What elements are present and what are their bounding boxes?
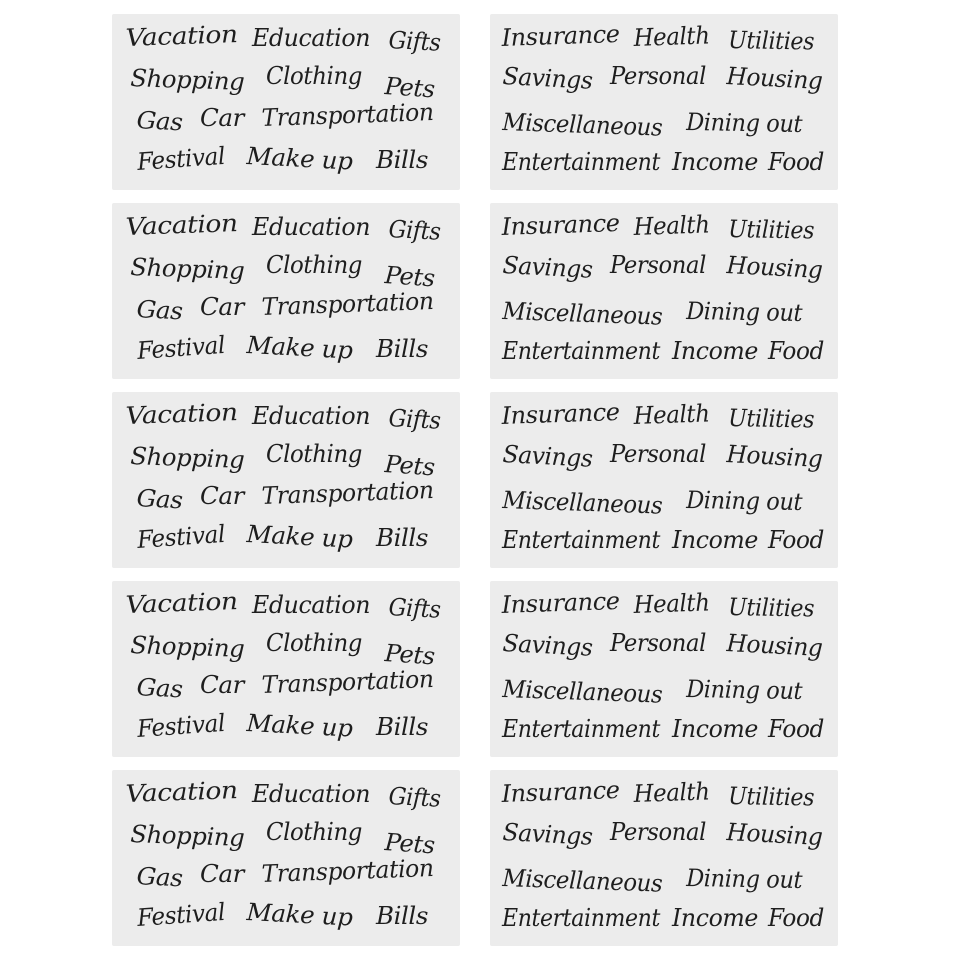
sticker-word: Pets (383, 261, 436, 293)
sticker-word: Gifts (387, 404, 442, 435)
sticker-word: Pets (383, 828, 436, 860)
sticker-word: Food (768, 337, 824, 365)
sticker-word: Gas (135, 673, 184, 704)
sticker-word: Insurance (501, 775, 620, 808)
sticker-word: Gas (135, 862, 184, 893)
sticker-word: Personal (610, 629, 706, 657)
sticker-word: Gifts (387, 215, 442, 246)
sticker-word: Festival (136, 141, 226, 176)
sticker-word: Housing (725, 818, 824, 852)
sticker-word: Dining out (685, 486, 803, 517)
sticker-sheet-left (112, 203, 460, 379)
sticker-word: Pets (383, 72, 436, 104)
sticker-word: Food (768, 715, 824, 743)
sticker-word: Vacation (125, 587, 239, 619)
sticker-word: Insurance (501, 208, 620, 241)
sticker-word: Gas (135, 106, 184, 137)
sticker-word: Gas (135, 295, 184, 326)
sticker-word: Housing (725, 251, 824, 285)
sticker-word: Personal (610, 440, 706, 468)
sticker-word: Insurance (501, 397, 620, 430)
sticker-word: Health (633, 399, 711, 430)
sticker-word: Transportation (261, 665, 434, 699)
sticker-word: Utilities (727, 782, 815, 812)
sticker-word: Utilities (727, 215, 815, 245)
sticker-word: Miscellaneous (501, 675, 663, 709)
sticker-word: Bills (376, 902, 429, 930)
sticker-sheet-left (112, 14, 460, 190)
sticker-word: Personal (610, 62, 706, 90)
sticker-word: Entertainment (502, 148, 660, 176)
sticker-word: Dining out (685, 297, 803, 328)
sticker-word: Health (633, 210, 711, 241)
sticker-word: Entertainment (502, 715, 660, 743)
sticker-word: Clothing (266, 440, 363, 468)
sticker-sheet-right (490, 14, 838, 190)
sticker-word: Car (200, 671, 244, 699)
sticker-sheet-right (490, 770, 838, 946)
sticker-word: Make up (245, 331, 354, 365)
sticker-word: Bills (376, 713, 429, 741)
sticker-word: Entertainment (502, 526, 660, 554)
sticker-word: Make up (245, 520, 354, 554)
sticker-word: Housing (725, 440, 824, 474)
sticker-sheet-right (490, 392, 838, 568)
sticker-sheet-left (112, 581, 460, 757)
sticker-word: Gas (135, 484, 184, 515)
sticker-word: Vacation (125, 776, 239, 808)
sticker-word: Dining out (685, 108, 803, 139)
sticker-word: Income (672, 904, 758, 932)
sticker-word: Make up (245, 142, 354, 176)
sticker-word: Clothing (266, 818, 363, 846)
sticker-word: Gifts (387, 593, 442, 624)
sticker-word: Savings (501, 818, 594, 851)
sticker-word: Miscellaneous (501, 864, 663, 898)
sticker-word: Food (768, 904, 824, 932)
sticker-word: Shopping (129, 631, 245, 663)
sticker-word: Income (672, 715, 758, 743)
sticker-word: Personal (610, 251, 706, 279)
sticker-word: Savings (501, 629, 594, 662)
sticker-word: Income (672, 526, 758, 554)
sticker-word: Education (252, 24, 371, 52)
sticker-word: Savings (501, 251, 594, 284)
sticker-word: Car (200, 860, 244, 888)
sticker-word: Clothing (266, 251, 363, 279)
sticker-word: Vacation (125, 398, 239, 430)
sticker-word: Dining out (685, 675, 803, 706)
sticker-word: Car (200, 482, 244, 510)
sticker-sheet-grid (112, 14, 840, 946)
sticker-word: Food (768, 148, 824, 176)
sticker-word: Education (252, 780, 371, 808)
sticker-word: Clothing (266, 629, 363, 657)
sticker-word: Miscellaneous (501, 297, 663, 331)
sticker-word: Shopping (129, 820, 245, 852)
sticker-word: Transportation (261, 476, 434, 510)
sticker-word: Shopping (129, 442, 245, 474)
sticker-word: Utilities (727, 404, 815, 434)
sticker-word: Transportation (261, 287, 434, 321)
sticker-word: Entertainment (502, 904, 660, 932)
sticker-word: Festival (136, 519, 226, 554)
sticker-word: Housing (725, 629, 824, 663)
sticker-word: Bills (376, 335, 429, 363)
sticker-word: Education (252, 591, 371, 619)
sticker-word: Health (633, 588, 711, 619)
sticker-word: Festival (136, 330, 226, 365)
sticker-word: Vacation (125, 209, 239, 241)
sticker-word: Savings (501, 440, 594, 473)
sticker-word: Festival (136, 897, 226, 932)
sticker-word: Education (252, 213, 371, 241)
sticker-word: Clothing (266, 62, 363, 90)
sticker-word: Dining out (685, 864, 803, 895)
sticker-word: Transportation (261, 854, 434, 888)
sticker-word: Savings (501, 62, 594, 95)
sticker-word: Gifts (387, 782, 442, 813)
sticker-word: Pets (383, 450, 436, 482)
sticker-word: Insurance (501, 586, 620, 619)
sticker-word: Housing (725, 62, 824, 96)
sticker-word: Education (252, 402, 371, 430)
sticker-word: Make up (245, 709, 354, 743)
sticker-word: Gifts (387, 26, 442, 57)
sticker-word: Insurance (501, 19, 620, 52)
sticker-word: Car (200, 104, 244, 132)
sticker-word: Bills (376, 146, 429, 174)
sticker-word: Personal (610, 818, 706, 846)
sticker-word: Transportation (261, 98, 434, 132)
sticker-word: Health (633, 777, 711, 808)
sticker-word: Utilities (727, 26, 815, 56)
sticker-sheet-left (112, 392, 460, 568)
sticker-sheet-left (112, 770, 460, 946)
sticker-word: Festival (136, 708, 226, 743)
sticker-word: Income (672, 337, 758, 365)
sticker-word: Make up (245, 898, 354, 932)
sticker-word: Miscellaneous (501, 486, 663, 520)
sticker-sheet-right (490, 203, 838, 379)
sticker-word: Shopping (129, 64, 245, 96)
sticker-word: Shopping (129, 253, 245, 285)
sticker-word: Pets (383, 639, 436, 671)
sticker-word: Bills (376, 524, 429, 552)
sticker-word: Entertainment (502, 337, 660, 365)
sticker-word: Miscellaneous (501, 108, 663, 142)
sticker-word: Car (200, 293, 244, 321)
sticker-word: Income (672, 148, 758, 176)
sticker-word: Food (768, 526, 824, 554)
sticker-word: Health (633, 21, 711, 52)
sticker-word: Utilities (727, 593, 815, 623)
sticker-sheet-right (490, 581, 838, 757)
sticker-word: Vacation (125, 20, 239, 52)
